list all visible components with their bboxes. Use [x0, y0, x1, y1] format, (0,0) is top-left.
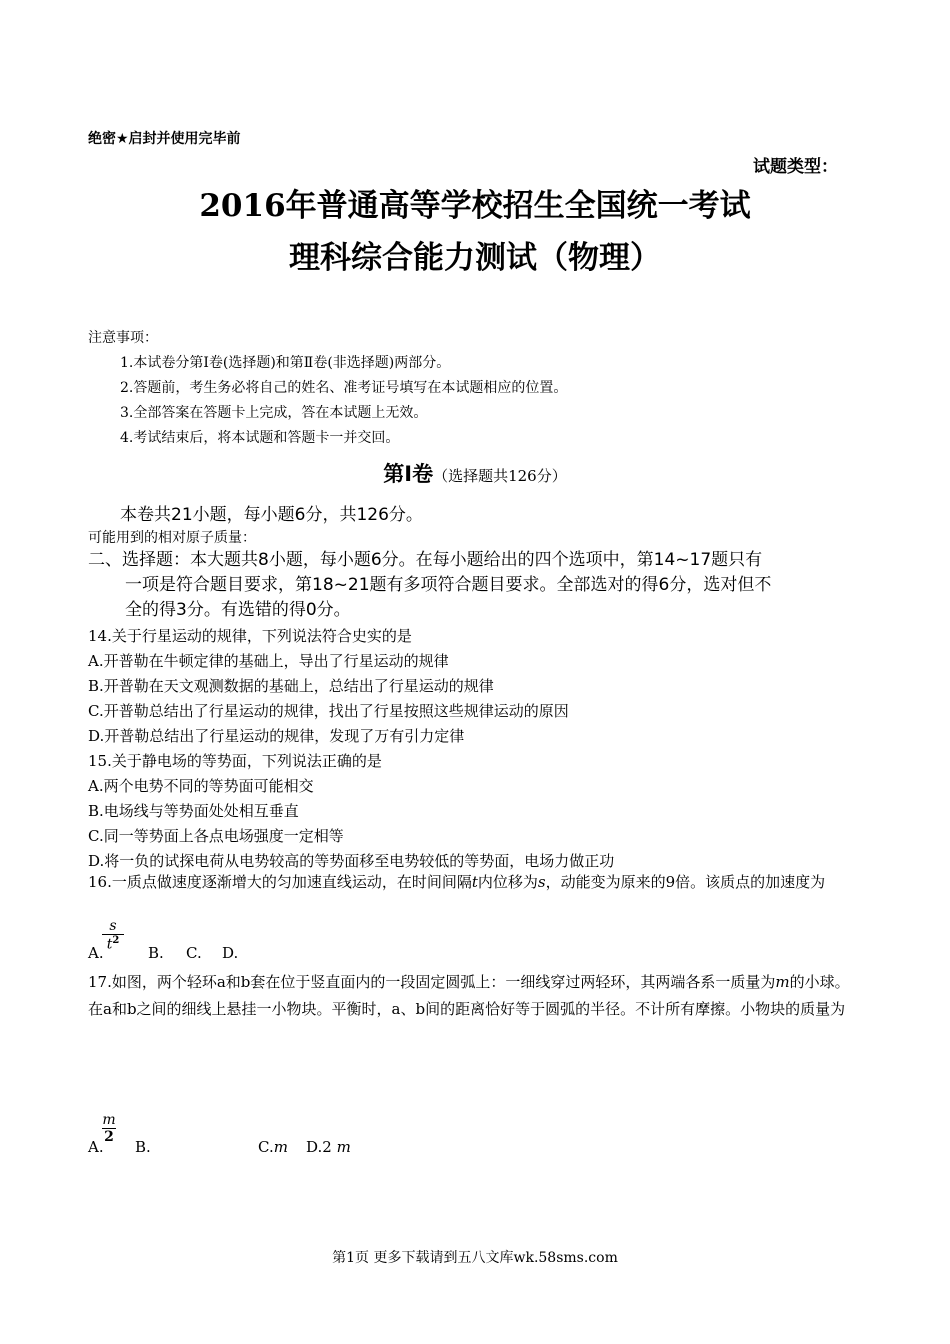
note-item: 3.全部答案在答题卡上完成，答在本试题上无效。	[120, 405, 428, 421]
section-line: 一项是符合题目要求，第18~21题有多项符合题目要求。全部选对的得6分，选对但不	[125, 575, 772, 595]
question-17-option-d	[306, 1138, 351, 1156]
question-16-option-b: B.	[148, 944, 164, 962]
notes-heading: 注意事项：	[88, 330, 158, 346]
volume-note: （选择题共126分）	[433, 467, 567, 485]
atomic-mass-note: 可能用到的相对原子质量：	[88, 530, 256, 546]
stem-text: 16.一质点做速度逐渐增大的匀加速直线运动，在时间间隔	[88, 873, 472, 891]
exam-subtitle: 理科综合能力测试（物理）	[289, 240, 661, 276]
question-15-option: B.电场线与等势面处处相互垂直	[88, 802, 299, 820]
option-label: C.	[258, 1138, 274, 1156]
question-16-option-a-label: A.	[88, 944, 104, 962]
fraction-numerator: m	[102, 1112, 116, 1128]
question-17-option-a-label: A.	[88, 1138, 104, 1156]
question-14-option: A.开普勒在牛顿定律的基础上，导出了行星运动的规律	[88, 652, 449, 670]
variable-m: m	[336, 1138, 351, 1156]
question-15-option: D.将一负的试探电荷从电势较高的等势面移至电势较低的等势面，电场力做正功	[88, 852, 615, 870]
confidential-label: 绝密★启封并使用完毕前	[88, 131, 241, 147]
variable-m: m	[273, 1138, 288, 1156]
denominator-exponent: 2	[112, 935, 120, 946]
question-14-option: D.开普勒总结出了行星运动的规律，发现了万有引力定律	[88, 727, 465, 745]
option-label: D.2	[306, 1138, 332, 1156]
question-14-option: C.开普勒总结出了行星运动的规律，找出了行星按照这些规律运动的原因	[88, 702, 569, 720]
volume-intro: 本卷共21小题，每小题6分，共126分。	[120, 505, 423, 525]
stem-text: 的小球。在a和b之间的细线上悬挂一小物块。平衡时，a、b间的距离恰好等于圆弧的半径。不计所有摩擦。小物块的质量为	[88, 973, 850, 1018]
question-type-label: 试题类型：	[753, 157, 838, 177]
fraction-denominator: 2	[102, 1128, 116, 1145]
volume-heading	[0, 458, 950, 488]
question-16-option-d: D.	[222, 944, 239, 962]
fraction-denominator	[102, 934, 124, 953]
section-instructions	[88, 548, 868, 623]
question-14-stem: 14.关于行星运动的规律，下列说法符合史实的是	[88, 627, 412, 645]
question-17-option-b: B.	[135, 1138, 151, 1156]
stem-text: 内位移为	[477, 873, 538, 891]
section-line: 二、选择题：本大题共8小题，每小题6分。在每小题给出的四个选项中，第14~17题只有	[88, 550, 763, 570]
question-16-option-c: C.	[186, 944, 202, 962]
variable-m: m	[775, 973, 790, 991]
question-15-option: A.两个电势不同的等势面可能相交	[88, 777, 314, 795]
question-14-option: B.开普勒在天文观测数据的基础上，总结出了行星运动的规律	[88, 677, 494, 695]
note-item: 4.考试结束后，将本试题和答题卡一并交回。	[120, 430, 400, 446]
variable-s: s	[537, 873, 546, 891]
exam-title: 2016年普通高等学校招生全国统一考试	[199, 188, 751, 224]
section-line: 全的得3分。有选错的得0分。	[125, 600, 351, 620]
stem-text: ，动能变为原来的9倍。该质点的加速度为	[545, 873, 826, 891]
question-17-option-c	[258, 1138, 288, 1156]
fraction-s-over-t2	[102, 918, 124, 953]
stem-text: 17.如图，两个轻环a和b套在位于竖直面内的一段固定圆弧上：一细线穿过两轻环，其两端各系一质量为	[88, 973, 776, 991]
question-15-stem: 15.关于静电场的等势面，下列说法正确的是	[88, 752, 382, 770]
note-item: 2.答题前，考生务必将自己的姓名、准考证号填写在本试题相应的位置。	[120, 380, 568, 396]
question-17-stem	[88, 969, 864, 1023]
question-16-stem	[88, 869, 864, 896]
volume-name: 第Ⅰ卷	[383, 462, 434, 486]
denominator-base: t	[106, 936, 113, 953]
page-footer: 第1页 更多下载请到五八文库wk.58sms.com	[332, 1250, 618, 1266]
variable-t: t	[471, 873, 478, 891]
fraction-m-over-2	[102, 1112, 116, 1145]
note-item: 1.本试卷分第Ⅰ卷(选择题)和第Ⅱ卷(非选择题)两部分。	[120, 355, 451, 371]
fraction-numerator: s	[109, 918, 117, 934]
question-15-option: C.同一等势面上各点电场强度一定相等	[88, 827, 344, 845]
